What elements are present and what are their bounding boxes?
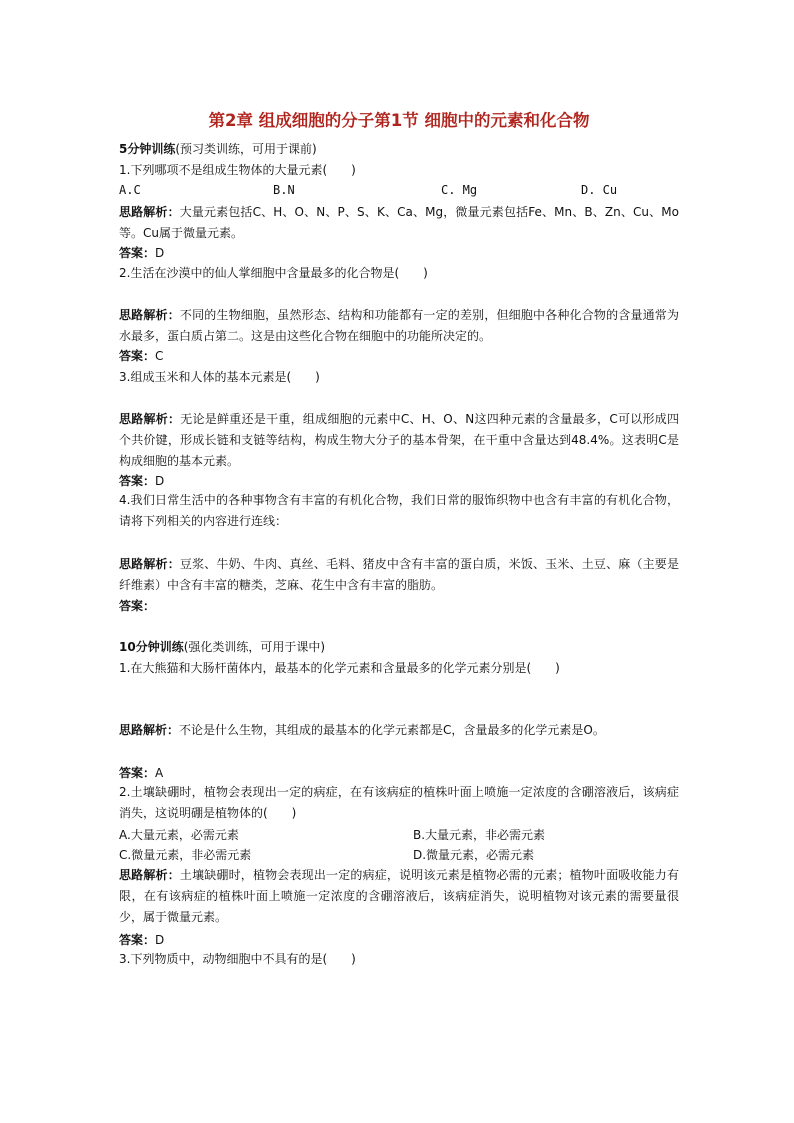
analysis-paragraph: [119, 720, 679, 741]
answer-line: [119, 598, 155, 614]
question-stem: 3.下列物质中，动物细胞中不具有的是( ): [119, 952, 356, 966]
analysis-text: 不同的生物细胞，虽然形态、结构和功能都有一定的差别，但细胞中各种化合物的含量通常为水最多，蛋白质占第二。这是由这些化合物在细胞中的功能所决定的。: [119, 308, 679, 343]
section-heading-5min: [119, 141, 317, 157]
question-stem: 1.下列哪项不是组成生物体的大量元素( ): [119, 163, 356, 177]
page-title: 第2章 组成细胞的分子第1节 细胞中的元素和化合物: [208, 111, 590, 130]
answer-value: D: [155, 474, 165, 488]
answer-label: 答案：: [119, 766, 156, 780]
option-d: D. Cu: [581, 183, 618, 197]
analysis-label: 思路解析：: [119, 557, 180, 571]
question-stem: 2.生活在沙漠中的仙人掌细胞中含量最多的化合物是( ): [119, 266, 428, 280]
analysis-paragraph: [119, 865, 679, 928]
question-stem: 2.土壤缺硼时，植物会表现出一定的病症，在有该病症的植株叶面上喷施一定浓度的含硼溶液后，该病症消失，这说明硼是植物体的( ): [119, 785, 679, 820]
option-d: D.微量元素，必需元素: [413, 848, 535, 862]
analysis-text: 不论是什么生物，其组成的最基本的化学元素都是C，含量最多的化学元素是O。: [179, 723, 605, 737]
analysis-text: 大量元素包括C、H、O、N、P、S、K、Ca、Mg，微量元素包括Fe、Mn、B、Zn、Cu、Mo等。Cu属于微量元素。: [119, 205, 679, 240]
answer-line: [119, 473, 164, 489]
section-heading-label: 10分钟训练: [119, 640, 184, 654]
question-stem: 3.组成玉米和人体的基本元素是( ): [119, 370, 320, 384]
question-stem: 1.在大熊猫和大肠杆菌体内，最基本的化学元素和含量最多的化学元素分别是( ): [119, 661, 560, 675]
analysis-paragraph: [119, 409, 679, 472]
answer-value: D: [155, 933, 165, 947]
option-b: B.大量元素，非必需元素: [413, 828, 546, 842]
analysis-text: 豆浆、牛奶、牛肉、真丝、毛料、猪皮中含有丰富的蛋白质，米饭、玉米、土豆、麻（主要是纤维素）中含有丰富的糖类，芝麻、花生中含有丰富的脂肪。: [119, 557, 679, 592]
section-heading-note: (强化类训练，可用于课中): [183, 640, 326, 654]
analysis-label: 思路解析：: [119, 308, 180, 322]
question-stem: 4.我们日常生活中的各种事物含有丰富的有机化合物，我们日常的服饰织物中也含有丰富的有机化合物，请将下列相关的内容进行连线：: [119, 493, 679, 528]
analysis-paragraph: [119, 554, 679, 596]
answer-line: [119, 348, 163, 364]
answer-line: [119, 245, 164, 261]
section-heading-label: 5分钟训练: [119, 142, 176, 156]
answer-value: C: [155, 349, 164, 363]
answer-value: A: [155, 766, 164, 780]
analysis-label: 思路解析：: [119, 723, 180, 737]
analysis-text: 无论是鲜重还是干重，组成细胞的元素中C、H、O、N这四种元素的含量最多，C可以形成四个共价键，形成长链和支链等结构，构成生物大分子的基本骨架，在干重中含量达到48.4%。这表明C是构成细胞的基本元素。: [119, 412, 679, 468]
analysis-label: 思路解析：: [119, 205, 180, 219]
analysis-paragraph: [119, 202, 679, 244]
answer-label: 答案：: [119, 474, 156, 488]
answer-label: 答案：: [119, 599, 156, 613]
option-c: C. Mg: [441, 183, 478, 197]
option-a: A.大量元素，必需元素: [119, 828, 239, 842]
answer-label: 答案：: [119, 933, 156, 947]
option-a: A.C: [119, 183, 141, 197]
section-heading-10min: [119, 639, 325, 655]
analysis-paragraph: [119, 305, 679, 347]
answer-label: 答案：: [119, 349, 156, 363]
option-b: B.N: [273, 183, 295, 197]
option-c: C.微量元素，非必需元素: [119, 848, 252, 862]
answer-line: [119, 765, 163, 781]
analysis-label: 思路解析：: [119, 412, 181, 426]
answer-label: 答案：: [119, 246, 156, 260]
answer-value: D: [155, 246, 165, 260]
answer-line: [119, 932, 164, 948]
analysis-label: 思路解析：: [119, 868, 180, 882]
section-heading-note: (预习类训练，可用于课前): [175, 142, 317, 156]
analysis-text: 土壤缺硼时，植物会表现出一定的病症，说明该元素是植物必需的元素；植物叶面吸收能力有限，在有该病症的植株叶面上喷施一定浓度的含硼溶液后，该病症消失，说明植物对该元素的需要量很少，属于微量元素。: [119, 868, 679, 924]
